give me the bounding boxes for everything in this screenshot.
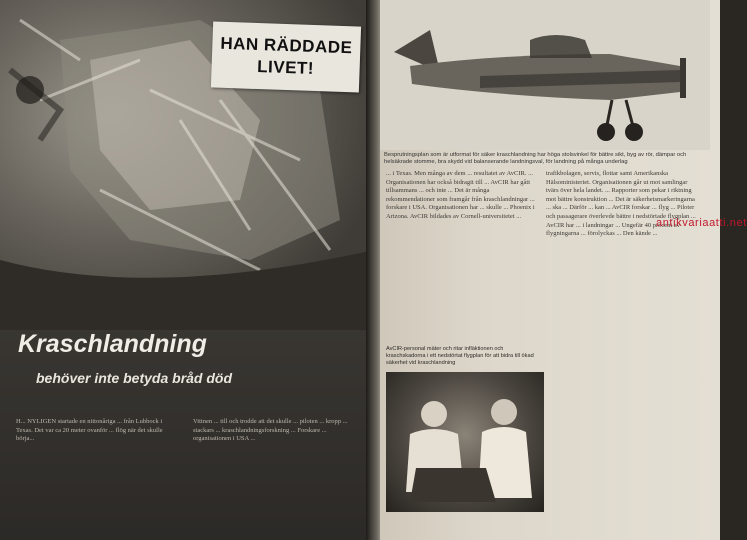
airplane-image — [380, 0, 710, 150]
crop-duster-photo — [380, 0, 710, 150]
plane-caption: Besprutningsplan som är utformat för säker kraschlandning har höga stolsvinkel för bättre sikt, byg av rör, dämpar och helsäkrade stomme, bra skydd vid balanserande landningsval, för landning på många underlag — [384, 152, 687, 166]
left-body-text — [16, 418, 356, 540]
right-column-1 — [386, 170, 536, 348]
headline-box — [211, 21, 361, 92]
left-column-2-text: Vittnen ... till och trodde att det skulle ... piloten ... kropp ... stackars ... kraschlandningsforskning ... Forskare ... organisationen i USA ... — [193, 418, 348, 443]
headline-text: HAN RÄDDADE LIVET! — [220, 33, 353, 78]
right-column-1-text: ... i Texas. Men många av dem ... resultatet av AvCIR. ... Organisationen har också bidragit till ... AvCIR har gått tillsammans ... och inte ... Det är många rekommendationer som framgår från kraschlandningar ... forskare i USA. Organisationen har ... skulle ... Phoenix i Arizona. AvCIR bildades av Cornell-universitetet ... — [386, 170, 535, 220]
left-column-2 — [193, 418, 356, 540]
right-page — [380, 0, 747, 540]
researchers-photo — [386, 372, 544, 512]
watermark: antikvariaatti.net — [656, 217, 747, 229]
researchers-image — [386, 372, 544, 512]
left-column-1-text: H... NYLIGEN startade en nittonåriga ... från Lubbock i Texas. Det var ca 20 meter ovanför ... flög när det skulle börja... — [16, 418, 163, 443]
people-photo-caption: AvCIR-personal mäter och ritar infläktionen och kraschskadorna i ett nedstörtat flygplan för att bidra till ökad säkerhet vid kraschlandning — [386, 346, 534, 367]
left-column-1 — [16, 418, 179, 540]
right-column-2-text: trafikbolagen, servis, flottar samt Amerikanska Hälsoministeriet. Organisationen går ut mot samlingar tvärs över hela landet. ... Rapporter som pekar i riktning mot bättre konstruktion ... Det är säkerhetsmarkeringarna ... ska ... Därför ... kan ... AvCIR forskar ... flyg ... Piloter och passagerare överlevde bättre i nedstörtade flygplan ... AvCIR har ... i landningar ... Ungefär 40 procent av flygningarna ... förolyckas ... Den kände ... — [546, 170, 696, 238]
article-title: Kraschlandning — [18, 330, 207, 358]
article-subtitle: behöver inte betyda bråd död — [36, 370, 233, 386]
crash-wreck-photo — [0, 0, 374, 330]
